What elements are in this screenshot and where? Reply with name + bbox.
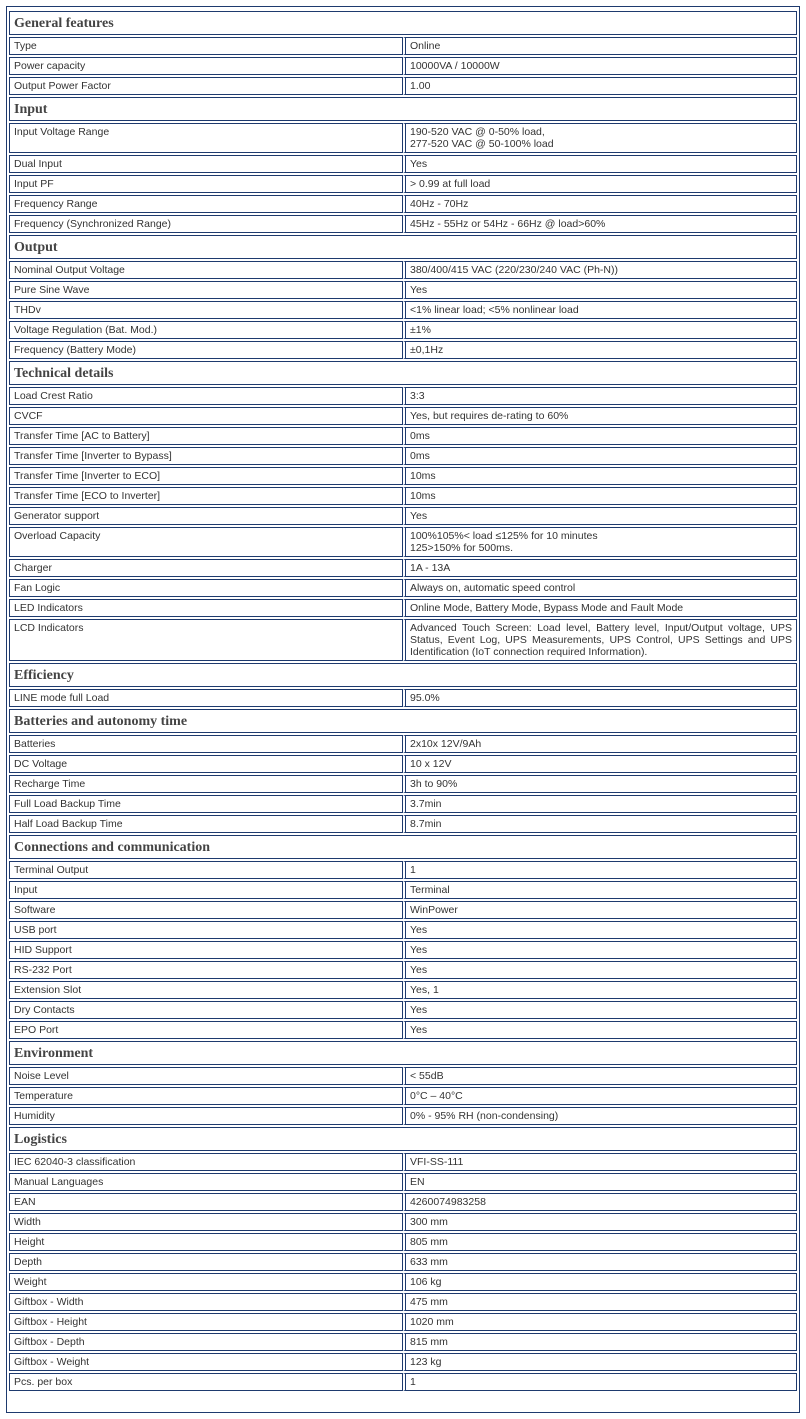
spec-label: Pcs. per box bbox=[9, 1373, 403, 1391]
spec-value: VFI-SS-111 bbox=[403, 1153, 797, 1171]
spec-label: Input bbox=[9, 881, 403, 899]
spec-value: 1 bbox=[403, 1373, 797, 1391]
spec-row bbox=[9, 215, 797, 233]
spec-value: 3h to 90% bbox=[403, 775, 797, 793]
spec-label: HID Support bbox=[9, 941, 403, 959]
spec-value: 300 mm bbox=[403, 1213, 797, 1231]
spec-value: Online bbox=[403, 37, 797, 55]
spec-value: 45Hz - 55Hz or 54Hz - 66Hz @ load>60% bbox=[403, 215, 797, 233]
spec-row bbox=[9, 487, 797, 505]
spec-value: 633 mm bbox=[403, 1253, 797, 1271]
spec-row bbox=[9, 123, 797, 153]
section-header-row bbox=[9, 97, 797, 121]
spec-value: 106 kg bbox=[403, 1273, 797, 1291]
section-header-row bbox=[9, 1127, 797, 1151]
spec-label: LINE mode full Load bbox=[9, 689, 403, 707]
spec-row bbox=[9, 1193, 797, 1211]
section-title: Efficiency bbox=[9, 663, 797, 687]
spec-row bbox=[9, 1253, 797, 1271]
spec-label: Input PF bbox=[9, 175, 403, 193]
spec-row bbox=[9, 1293, 797, 1311]
spec-row bbox=[9, 175, 797, 193]
spec-label: Giftbox - Depth bbox=[9, 1333, 403, 1351]
spec-row bbox=[9, 1087, 797, 1105]
section-header-row bbox=[9, 1041, 797, 1065]
spec-value: 190-520 VAC @ 0-50% load, 277-520 VAC @ 50-100% load bbox=[403, 123, 797, 153]
section-header-row bbox=[9, 835, 797, 859]
spec-row bbox=[9, 281, 797, 299]
spec-row bbox=[9, 579, 797, 597]
spec-row bbox=[9, 301, 797, 319]
spec-label: Load Crest Ratio bbox=[9, 387, 403, 405]
spec-row bbox=[9, 387, 797, 405]
spec-row bbox=[9, 427, 797, 445]
section-title: General features bbox=[9, 11, 797, 35]
spec-row bbox=[9, 341, 797, 359]
spec-value: 2x10x 12V/9Ah bbox=[403, 735, 797, 753]
spec-value: Yes bbox=[403, 155, 797, 173]
spec-label: Dry Contacts bbox=[9, 1001, 403, 1019]
spec-label: Height bbox=[9, 1233, 403, 1251]
spec-value: 40Hz - 70Hz bbox=[403, 195, 797, 213]
spec-row bbox=[9, 507, 797, 525]
spec-value: ±0,1Hz bbox=[403, 341, 797, 359]
spec-label: Giftbox - Width bbox=[9, 1293, 403, 1311]
spec-value: 1.00 bbox=[403, 77, 797, 95]
section-title: Environment bbox=[9, 1041, 797, 1065]
spec-label: Terminal Output bbox=[9, 861, 403, 879]
spec-value: Online Mode, Battery Mode, Bypass Mode and Fault Mode bbox=[403, 599, 797, 617]
spec-row bbox=[9, 77, 797, 95]
spec-value: 1A - 13A bbox=[403, 559, 797, 577]
spec-label: Pure Sine Wave bbox=[9, 281, 403, 299]
section-title: Input bbox=[9, 97, 797, 121]
spec-label: Weight bbox=[9, 1273, 403, 1291]
spec-label: Depth bbox=[9, 1253, 403, 1271]
spec-value: Always on, automatic speed control bbox=[403, 579, 797, 597]
spec-value: Yes bbox=[403, 921, 797, 939]
spec-value: 1 bbox=[403, 861, 797, 879]
spec-value: ±1% bbox=[403, 321, 797, 339]
spec-row bbox=[9, 195, 797, 213]
spec-row bbox=[9, 1173, 797, 1191]
spec-value: Advanced Touch Screen: Load level, Battery level, Input/Output voltage, UPS Status, Event Log, UPS Measurements, UPS Control, UPS Settings and UPS Identification (IoT connection required Information). bbox=[403, 619, 797, 661]
spec-label: EPO Port bbox=[9, 1021, 403, 1039]
spec-label: Charger bbox=[9, 559, 403, 577]
spec-row bbox=[9, 261, 797, 279]
spec-row bbox=[9, 795, 797, 813]
spec-value: 10ms bbox=[403, 467, 797, 485]
spec-value: WinPower bbox=[403, 901, 797, 919]
spec-row bbox=[9, 1153, 797, 1171]
spec-row bbox=[9, 1273, 797, 1291]
spec-row bbox=[9, 1021, 797, 1039]
spec-label: Temperature bbox=[9, 1087, 403, 1105]
section-header-row bbox=[9, 709, 797, 733]
spec-label: Width bbox=[9, 1213, 403, 1231]
spec-label: CVCF bbox=[9, 407, 403, 425]
spec-table-body bbox=[9, 11, 797, 1391]
spec-row bbox=[9, 559, 797, 577]
spec-value: 1020 mm bbox=[403, 1313, 797, 1331]
spec-row bbox=[9, 321, 797, 339]
section-header-row bbox=[9, 361, 797, 385]
spec-row bbox=[9, 1313, 797, 1331]
spec-label: Extension Slot bbox=[9, 981, 403, 999]
spec-label: DC Voltage bbox=[9, 755, 403, 773]
spec-label: Type bbox=[9, 37, 403, 55]
spec-label: Output Power Factor bbox=[9, 77, 403, 95]
spec-label: Frequency (Synchronized Range) bbox=[9, 215, 403, 233]
spec-label: Frequency (Battery Mode) bbox=[9, 341, 403, 359]
spec-label: Recharge Time bbox=[9, 775, 403, 793]
spec-row bbox=[9, 155, 797, 173]
spec-label: Half Load Backup Time bbox=[9, 815, 403, 833]
section-header-row bbox=[9, 235, 797, 259]
spec-label: Software bbox=[9, 901, 403, 919]
spec-row bbox=[9, 57, 797, 75]
spec-label: EAN bbox=[9, 1193, 403, 1211]
spec-label: Full Load Backup Time bbox=[9, 795, 403, 813]
spec-value: <1% linear load; <5% nonlinear load bbox=[403, 301, 797, 319]
spec-label: Transfer Time [ECO to Inverter] bbox=[9, 487, 403, 505]
spec-value: 3.7min bbox=[403, 795, 797, 813]
spec-value: 0ms bbox=[403, 447, 797, 465]
spec-value: Yes bbox=[403, 941, 797, 959]
spec-row bbox=[9, 407, 797, 425]
spec-value: 8.7min bbox=[403, 815, 797, 833]
spec-value: 95.0% bbox=[403, 689, 797, 707]
spec-label: Giftbox - Height bbox=[9, 1313, 403, 1331]
spec-label: Generator support bbox=[9, 507, 403, 525]
spec-label: Transfer Time [Inverter to Bypass] bbox=[9, 447, 403, 465]
spec-value: < 55dB bbox=[403, 1067, 797, 1085]
spec-value: 3:3 bbox=[403, 387, 797, 405]
spec-row bbox=[9, 961, 797, 979]
spec-row bbox=[9, 619, 797, 661]
spec-value: 805 mm bbox=[403, 1233, 797, 1251]
spec-value: 10000VA / 10000W bbox=[403, 57, 797, 75]
spec-row bbox=[9, 599, 797, 617]
spec-label: Voltage Regulation (Bat. Mod.) bbox=[9, 321, 403, 339]
spec-row bbox=[9, 901, 797, 919]
spec-label: RS-232 Port bbox=[9, 961, 403, 979]
spec-value: Yes bbox=[403, 1001, 797, 1019]
spec-value: 4260074983258 bbox=[403, 1193, 797, 1211]
spec-row bbox=[9, 1067, 797, 1085]
spec-label: Transfer Time [Inverter to ECO] bbox=[9, 467, 403, 485]
spec-label: LCD Indicators bbox=[9, 619, 403, 661]
spec-label: Input Voltage Range bbox=[9, 123, 403, 153]
spec-value: 380/400/415 VAC (220/230/240 VAC (Ph-N)) bbox=[403, 261, 797, 279]
spec-value: Yes, 1 bbox=[403, 981, 797, 999]
spec-table bbox=[9, 9, 797, 1393]
spec-row bbox=[9, 775, 797, 793]
section-title: Technical details bbox=[9, 361, 797, 385]
spec-label: Dual Input bbox=[9, 155, 403, 173]
spec-row bbox=[9, 1333, 797, 1351]
spec-row bbox=[9, 981, 797, 999]
spec-label: Fan Logic bbox=[9, 579, 403, 597]
spec-value: 10 x 12V bbox=[403, 755, 797, 773]
spec-row bbox=[9, 527, 797, 557]
spec-row bbox=[9, 1001, 797, 1019]
spec-value: Yes bbox=[403, 961, 797, 979]
spec-label: USB port bbox=[9, 921, 403, 939]
spec-value: 123 kg bbox=[403, 1353, 797, 1371]
section-header-row bbox=[9, 663, 797, 687]
spec-row bbox=[9, 447, 797, 465]
spec-row bbox=[9, 815, 797, 833]
spec-row bbox=[9, 941, 797, 959]
section-title: Connections and communication bbox=[9, 835, 797, 859]
spec-value: Yes bbox=[403, 507, 797, 525]
spec-label: Humidity bbox=[9, 1107, 403, 1125]
spec-row bbox=[9, 861, 797, 879]
spec-label: Noise Level bbox=[9, 1067, 403, 1085]
spec-value: 0ms bbox=[403, 427, 797, 445]
section-title: Logistics bbox=[9, 1127, 797, 1151]
spec-label: Giftbox - Weight bbox=[9, 1353, 403, 1371]
spec-value: 10ms bbox=[403, 487, 797, 505]
section-title: Output bbox=[9, 235, 797, 259]
spec-row bbox=[9, 1213, 797, 1231]
spec-value: Terminal bbox=[403, 881, 797, 899]
spec-value: 815 mm bbox=[403, 1333, 797, 1351]
spec-row bbox=[9, 689, 797, 707]
spec-row bbox=[9, 467, 797, 485]
spec-label: IEC 62040-3 classification bbox=[9, 1153, 403, 1171]
spec-value: EN bbox=[403, 1173, 797, 1191]
spec-label: THDv bbox=[9, 301, 403, 319]
spec-label: Power capacity bbox=[9, 57, 403, 75]
spec-value: 100%105%< load ≤125% for 10 minutes 125>150% for 500ms. bbox=[403, 527, 797, 557]
spec-value: 475 mm bbox=[403, 1293, 797, 1311]
spec-value: 0°C – 40°C bbox=[403, 1087, 797, 1105]
spec-label: Batteries bbox=[9, 735, 403, 753]
spec-value: Yes bbox=[403, 1021, 797, 1039]
spec-row bbox=[9, 921, 797, 939]
spec-label: Frequency Range bbox=[9, 195, 403, 213]
section-header-row bbox=[9, 11, 797, 35]
spec-label: Overload Capacity bbox=[9, 527, 403, 557]
spec-value: Yes bbox=[403, 281, 797, 299]
spec-row bbox=[9, 881, 797, 899]
spec-row bbox=[9, 735, 797, 753]
spec-row bbox=[9, 37, 797, 55]
spec-value: 0% - 95% RH (non-condensing) bbox=[403, 1107, 797, 1125]
spec-row bbox=[9, 1107, 797, 1125]
section-title: Batteries and autonomy time bbox=[9, 709, 797, 733]
spec-value: > 0.99 at full load bbox=[403, 175, 797, 193]
spec-row bbox=[9, 755, 797, 773]
spec-label: Transfer Time [AC to Battery] bbox=[9, 427, 403, 445]
spec-row bbox=[9, 1373, 797, 1391]
spec-row bbox=[9, 1233, 797, 1251]
spec-label: Nominal Output Voltage bbox=[9, 261, 403, 279]
spec-label: Manual Languages bbox=[9, 1173, 403, 1191]
spec-value: Yes, but requires de-rating to 60% bbox=[403, 407, 797, 425]
spec-label: LED Indicators bbox=[9, 599, 403, 617]
spec-row bbox=[9, 1353, 797, 1371]
